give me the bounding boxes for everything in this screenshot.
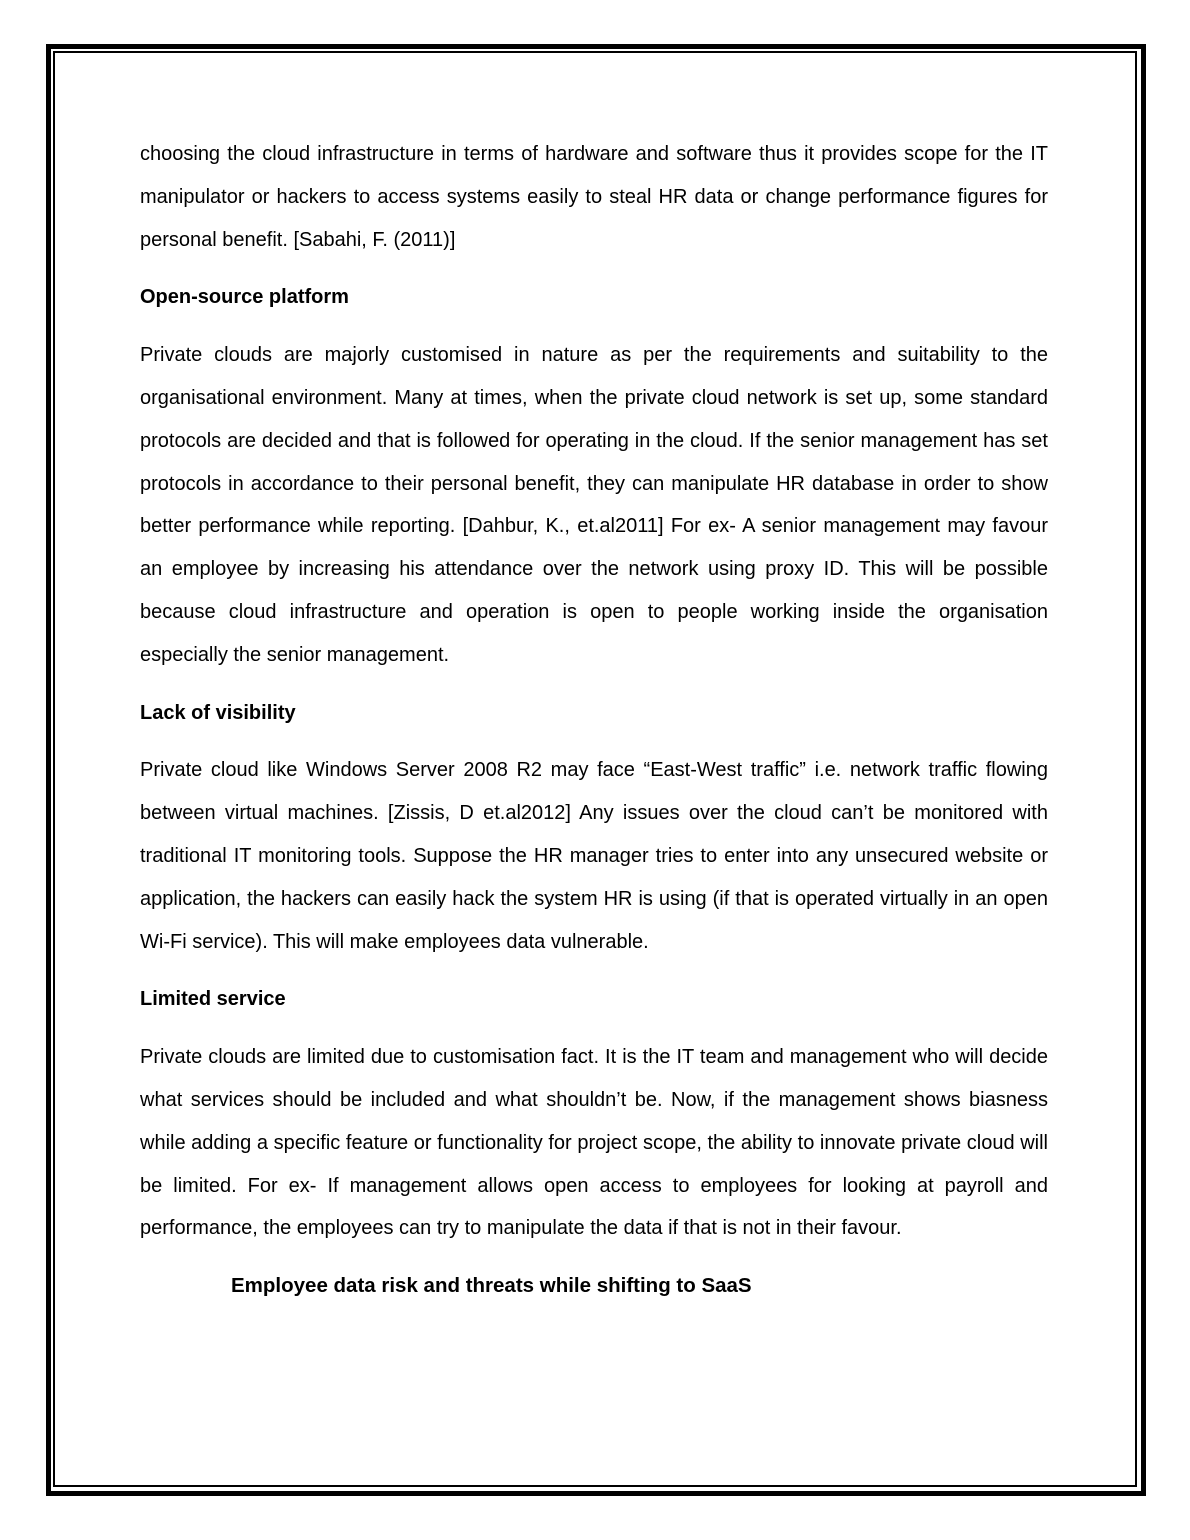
- heading-saas-threats: Employee data risk and threats while shifting to SaaS: [231, 1274, 752, 1298]
- paragraph-limited-service: Private clouds are limited due to customisation fact. It is the IT team and management who will decide what services should be included and what shouldn’t be. Now, if the management shows biasness while adding a specific feature or functionality for project scope, the ability to innovate private cloud will be limited. For ex- If management allows open access to employees for looking at payroll and performance, the employees can try to manipulate the data if that is not in their favour.: [140, 1046, 1048, 1240]
- heading-open-source-platform: Open-source platform: [140, 286, 349, 309]
- paragraph-open-source-platform: Private clouds are majorly customised in nature as per the requirements and suitability to the organisational environment. Many at times, when the private cloud network is set up, some standard protocols are decided and that is followed for operating in the cloud. If the senior management has set protocols in accordance to their personal benefit, they can manipulate HR database in order to show better performance while reporting. [Dahbur, K., et.al2011] For ex- A senior management may favour an employee by increasing his attendance over the network using proxy ID. This will be possible because cloud infrastructure and operation is open to people working inside the organisation especially the senior management.: [140, 344, 1048, 666]
- intro-paragraph: choosing the cloud infrastructure in terms of hardware and software thus it provides scope for the IT manipulator or hackers to access systems easily to steal HR data or change performance figures for personal benefit. [Sabahi, F. (2011)]: [140, 143, 1048, 251]
- paragraph-lack-of-visibility: Private cloud like Windows Server 2008 R2 may face “East-West traffic” i.e. network traffic flowing between virtual machines. [Zissis, D et.al2012] Any issues over the cloud can’t be monitored with traditional IT monitoring tools. Suppose the HR manager tries to enter into any unsecured website or application, the hackers can easily hack the system HR is using (if that is operated virtually in an open Wi-Fi service). This will make employees data vulnerable.: [140, 759, 1048, 953]
- heading-lack-of-visibility: Lack of visibility: [140, 701, 296, 724]
- heading-limited-service: Limited service: [140, 988, 286, 1011]
- document-body: [140, 133, 1048, 1308]
